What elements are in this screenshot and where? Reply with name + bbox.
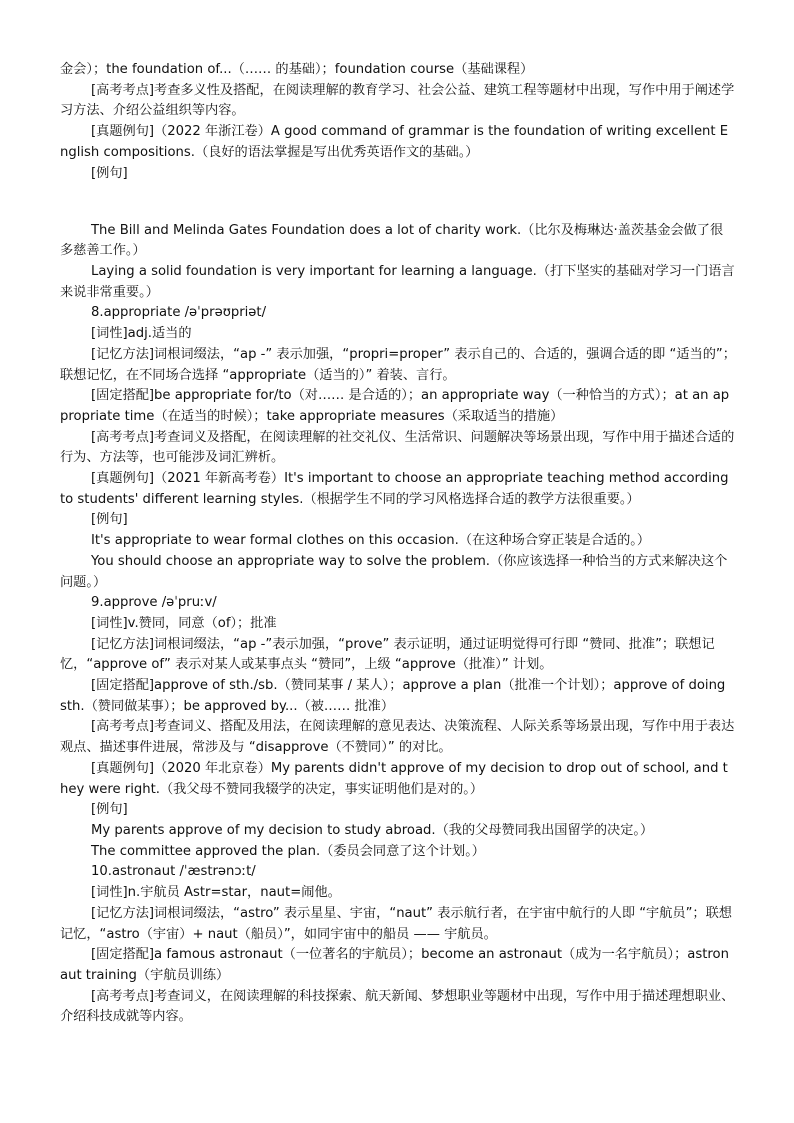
text-paragraph: [固定搭配]be appropriate for/to（对…… 是合适的）；an appropriate way（一种恰当的方式）；at an appropriate time（在适当的时候）；take appropriate measures（采取适当的措施）: [60, 388, 730, 424]
text-paragraph: [高考考点]考查词义、搭配及用法，在阅读理解的意见表达、决策流程、人际关系等场景出现，写作中用于表达观点、描述事件进展，常涉及与 “disapprove（不赞同）” 的对比。: [60, 719, 735, 756]
text-paragraph: The committee approved the plan.（委员会同意了这个计划。）: [91, 843, 485, 859]
document-page: [60, 60, 736, 1028]
text-paragraph: [真题例句]（2021 年新高考卷）It's important to choose an appropriate teaching method according to students' different learning styles.（根据学生不同的学习风格选择合适的教学方法很重要。）: [60, 471, 729, 507]
text-paragraph: [词性]v.赞同，同意（of）；批准: [91, 615, 277, 631]
text-paragraph: [例句]: [91, 512, 128, 528]
spacer: [60, 197, 736, 207]
text-paragraph: [高考考点]考查词义及搭配，在阅读理解的社交礼仪、生活常识、问题解决等场景出现，写作中用于描述合适的行为、方法等，也可能涉及词汇辨析。: [60, 429, 735, 466]
text-paragraph: [固定搭配]approve of sth./sb.（赞同某事 / 某人）；approve a plan（批准一个计划）；approve of doing sth.（赞同做某事）；be approved by...（被…… 批准）: [60, 678, 726, 714]
text-paragraph: 金会）；the foundation of...（…… 的基础）；foundation course（基础课程）: [60, 62, 534, 77]
text-paragraph: Laying a solid foundation is very important for learning a language.（打下坚实的基础对学习一门语言来说非常重要。）: [60, 264, 735, 300]
text-paragraph: [高考考点]考查词义，在阅读理解的科技探索、航天新闻、梦想职业等题材中出现，写作中用于描述理想职业、介绍科技成就等内容。: [60, 988, 735, 1025]
text-paragraph: [高考考点]考查多义性及搭配，在阅读理解的教育学习、社会公益、建筑工程等题材中出现，写作中用于阐述学习方法、介绍公益组织等内容。: [60, 82, 735, 119]
text-paragraph: 10.astronaut /ˈæstrənɔːt/: [91, 864, 256, 880]
text-paragraph: [例句]: [91, 165, 128, 181]
text-paragraph: My parents approve of my decision to study abroad.（我的父母赞同我出国留学的决定。）: [91, 822, 654, 838]
text-paragraph: The Bill and Melinda Gates Foundation does a lot of charity work.（比尔及梅琳达·盖茨基金会做了很多慈善工作。）: [60, 222, 724, 259]
text-paragraph: [记忆方法]词根词缀法，“ap -”表示加强，“prove” 表示证明，通过证明觉得可行即 “赞同、批准”；联想记忆，“approve of” 表示对某人或某事点头 “赞同”，上级 “approve（批准）” 计划。: [60, 636, 715, 673]
text-paragraph: [记忆方法]词根词缀法，“ap -” 表示加强，“propri=proper” 表示自己的、合适的，强调合适的即 “适当的”；联想记忆，在不同场合选择 “appropriate（适当的）” 着装、言行。: [60, 346, 736, 383]
text-paragraph: 8.appropriate /əˈprəʊpriət/: [91, 305, 267, 321]
text-paragraph: 9.approve /əˈpruːv/: [91, 595, 217, 611]
text-paragraph: [记忆方法]词根词缀法，“astro” 表示星星、宇宙，“naut” 表示航行者，在宇宙中航行的人即 “宇航员”；联想记忆，“astro（宇宙）+ naut（船员）”，如同宇宙中的船员 —— 宇航员。: [60, 905, 732, 942]
text-paragraph: [例句]: [91, 802, 128, 818]
text-paragraph: It's appropriate to wear formal clothes on this occasion.（在这种场合穿正装是合适的。）: [91, 533, 651, 549]
text-paragraph: [固定搭配]a famous astronaut（一位著名的宇航员）；become an astronaut（成为一名宇航员）；astronaut training（宇航员训练）: [60, 947, 729, 983]
text-paragraph: [词性]n.宇航员 Astr=star，naut=闹他。: [91, 885, 341, 901]
text-paragraph: [词性]adj.适当的: [91, 326, 192, 342]
text-paragraph: [真题例句]（2022 年浙江卷）A good command of grammar is the foundation of writing excellent English compositions.（良好的语法掌握是写出优秀英语作文的基础。）: [60, 124, 729, 160]
text-paragraph: You should choose an appropriate way to solve the problem.（你应该选择一种恰当的方式来解决这个问题。）: [60, 553, 728, 590]
text-paragraph: [真题例句]（2020 年北京卷）My parents didn't approve of my decision to drop out of school, and they were right.（我父母不赞同我辍学的决定，事实证明他们是对的。）: [60, 760, 728, 797]
